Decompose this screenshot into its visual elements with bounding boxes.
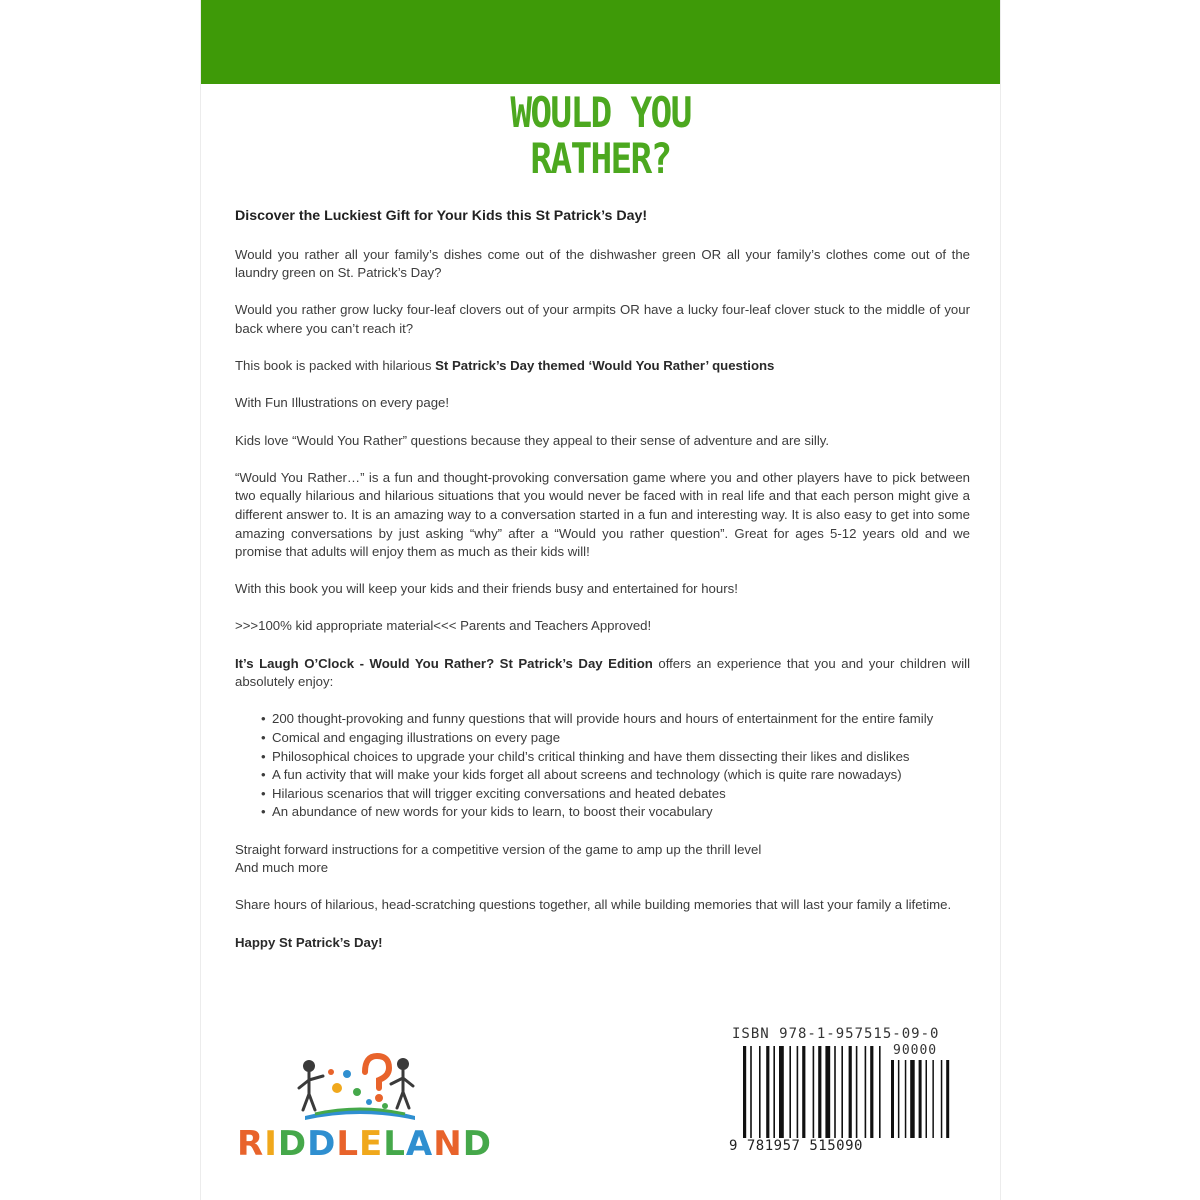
packed-bold: St Patrick’s Day themed ‘Would You Rather’ questions xyxy=(435,358,775,374)
isbn-barcode-block xyxy=(729,1026,957,1156)
logo-letter: A xyxy=(405,1124,434,1164)
example-question-2: Would you rather grow lucky four-leaf clovers out of your armpits OR have a lucky four-leaf clover stuck to the middle of your back where you can’t reach it? xyxy=(235,302,970,336)
feature-item: • 200 thought-provoking and funny questions that will provide hours and hours of entertainment for the entire family xyxy=(272,710,970,729)
logo-letter: D xyxy=(462,1124,492,1164)
packed-prefix: This book is packed with hilarious xyxy=(235,358,436,374)
kids-love-line: Kids love “Would You Rather” questions because they appeal to their sense of adventure and are silly. xyxy=(235,432,830,448)
logo-letter: D xyxy=(307,1124,337,1164)
feature-item: • An abundance of new words for your kids to learn, to boost their vocabulary xyxy=(272,803,970,822)
instructions-line: Straight forward instructions for a competitive version of the game to amp up the thrill level xyxy=(235,841,762,857)
closing-line: Happy St Patrick’s Day! xyxy=(235,934,383,950)
title-line-1: WOULD YOU xyxy=(510,88,691,137)
laugh-oclock-bold: It’s Laugh O’Clock - Would You Rather? St Patrick’s Day Edition xyxy=(235,655,653,671)
feature-item: • Comical and engaging illustrations on every page xyxy=(272,729,970,748)
laugh-oclock-rest: offers an experience that you and your children will absolutely enjoy: xyxy=(235,655,970,690)
packed-line xyxy=(235,357,970,376)
blurb xyxy=(235,207,970,971)
riddleland-logo xyxy=(237,1050,492,1170)
feature-list xyxy=(235,710,970,822)
barcode-image xyxy=(743,1046,955,1142)
logo-wordmark xyxy=(237,1122,492,1167)
logo-letter: D xyxy=(277,1124,308,1164)
logo-letter: N xyxy=(433,1124,463,1164)
logo-letter: E xyxy=(358,1124,384,1164)
green-top-band xyxy=(201,0,1000,84)
share-line: Share hours of hilarious, head-scratching questions together, all while building memories that will last your family a lifetime. xyxy=(235,897,952,913)
logo-illustration xyxy=(285,1050,435,1122)
logo-letter: L xyxy=(336,1124,359,1164)
logo-letter: L xyxy=(383,1124,406,1164)
busy-line: With this book you will keep your kids and their friends busy and entertained for hours! xyxy=(235,581,738,597)
isbn-label: ISBN 978-1-957515-09-0 xyxy=(732,1026,940,1042)
laugh-oclock-line xyxy=(235,655,970,692)
book-title xyxy=(257,90,944,182)
approved-line: >>>100% kid appropriate material<<< Parents and Teachers Approved! xyxy=(235,618,652,634)
title-line-2: RATHER? xyxy=(530,134,671,183)
much-more-line: And much more xyxy=(235,860,329,876)
feature-item: • Hilarious scenarios that will trigger exciting conversations and heated debates xyxy=(272,785,970,804)
book-back-cover xyxy=(201,0,1000,1200)
logo-letter: R xyxy=(237,1124,265,1164)
price-code: 90000 xyxy=(893,1043,938,1058)
example-question-1: Would you rather all your family’s dishes come out of the dishwasher green OR all your family’s clothes come out of the laundry green on St. Patrick’s Day? xyxy=(235,246,970,281)
barcode-number: 9 781957 515090 xyxy=(729,1138,863,1154)
illustrations-line: With Fun Illustrations on every page! xyxy=(235,395,450,411)
feature-item: • Philosophical choices to upgrade your child’s critical thinking and have them dissecting their likes and dislikes xyxy=(272,748,970,767)
feature-item: • A fun activity that will make your kids forget all about screens and technology (which is quite rare nowadays) xyxy=(272,766,970,785)
blurb-headline: Discover the Luckiest Gift for Your Kids this St Patrick’s Day! xyxy=(235,208,648,224)
logo-letter: I xyxy=(264,1124,278,1164)
game-description: “Would You Rather…” is a fun and thought-provoking conversation game where you and other players have to pick between two equally hilarious and hilarious situations that you would never be faced with in real life and that each person might give a different answer to. It is an amazing way to a conversation started in a fun and interesting way. It is also easy to get into some amazing conversations by just asking “why” after a “Would you rather question”. Great for ages 5-12 years old and we promise that adults will enjoy them as much as their kids will! xyxy=(235,469,970,560)
